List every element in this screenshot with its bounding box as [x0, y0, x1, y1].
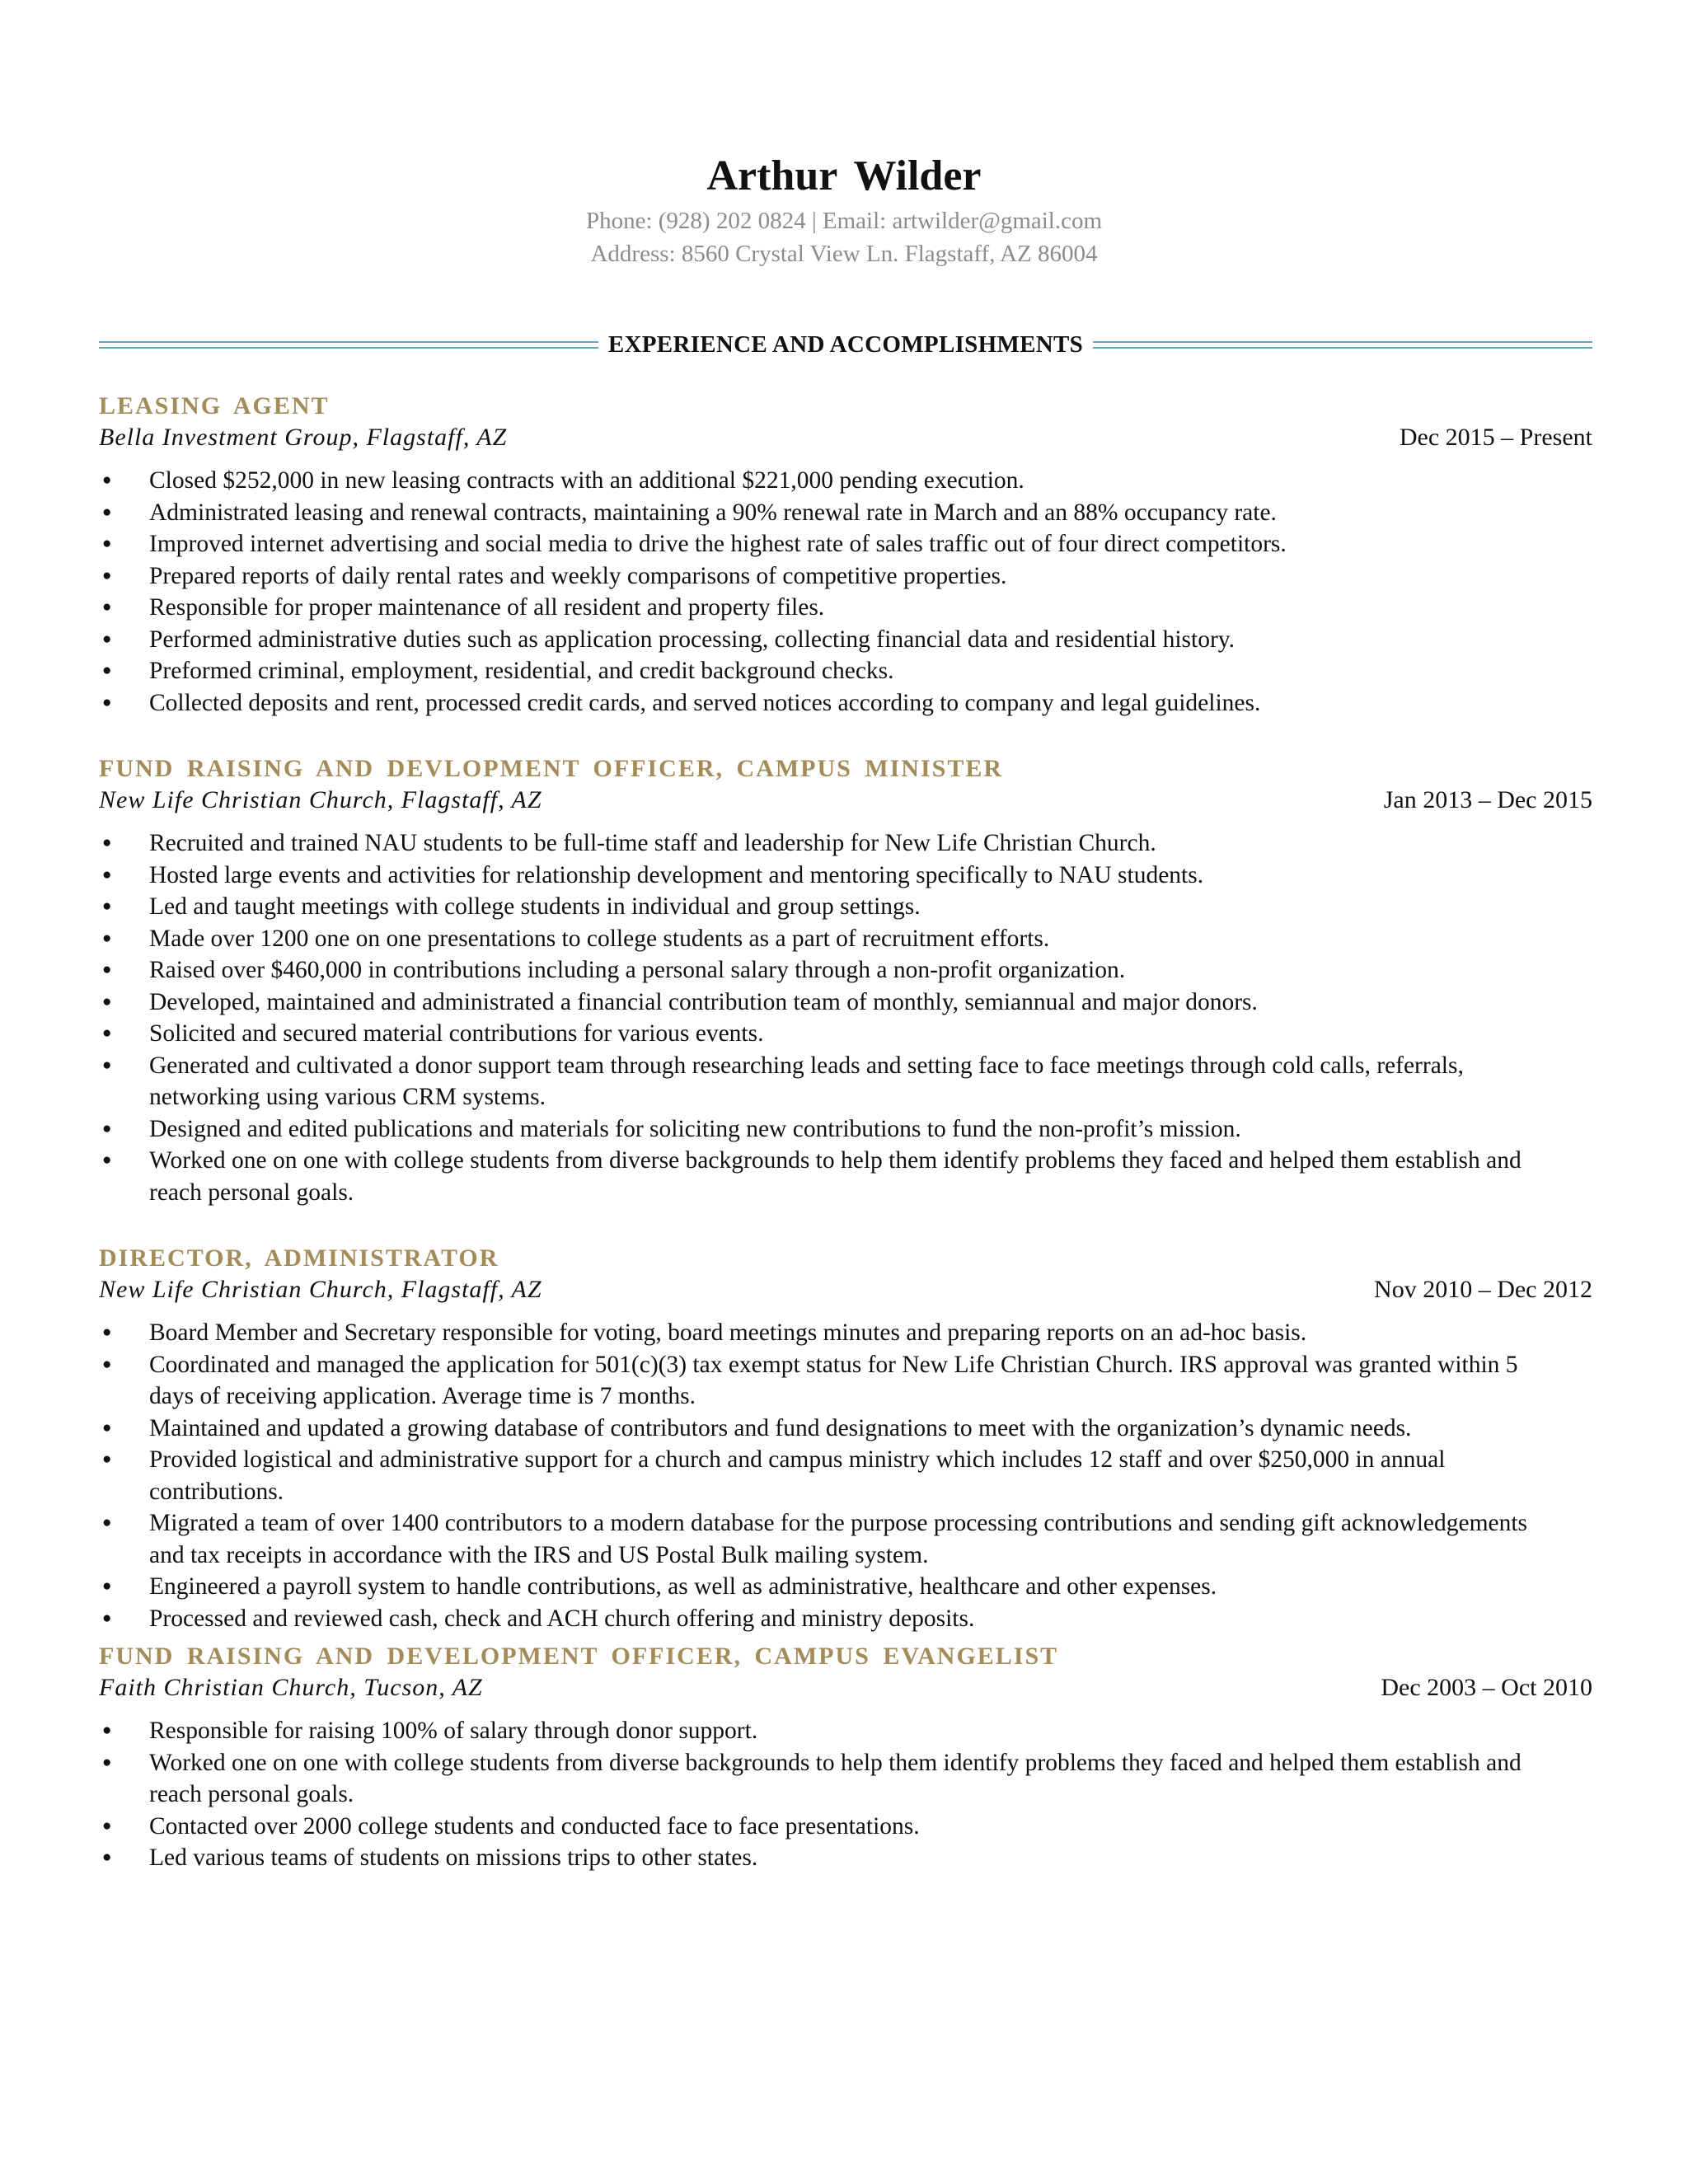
job-dates: Dec 2015 – Present	[1399, 424, 1592, 451]
bullet-item: ● Worked one on one with college students from diverse backgrounds to help them identify problems they faced and helped them establish and reach personal goals.	[99, 1747, 1550, 1811]
job-title: FUND RAISING AND DEVELOPMENT OFFICER, CAMPUS EVANGELIST	[99, 1643, 1059, 1670]
job-dates: Jan 2013 – Dec 2015	[1383, 786, 1592, 813]
job-entry	[99, 753, 1592, 1208]
bullet-item: ● Improved internet advertising and social media to drive the highest rate of sales traffic out of four direct competitors.	[99, 528, 1550, 560]
section-title: EXPERIENCE AND ACCOMPLISHMENTS	[607, 330, 1084, 358]
resume-header	[0, 148, 1688, 270]
bullet-item: ● Responsible for proper maintenance of all resident and property files.	[99, 592, 1550, 624]
job-bullets	[99, 465, 1592, 719]
job-meta	[99, 1672, 1592, 1704]
bullet-item: ● Responsible for raising 100% of salary through donor support.	[99, 1715, 1550, 1747]
bullet-item: ● Designed and edited publications and materials for soliciting new contributions to fund the non-profit’s mission.	[99, 1113, 1550, 1146]
bullet-item: ● Preformed criminal, employment, residential, and credit background checks.	[99, 655, 1550, 687]
job-entry	[99, 1641, 1592, 1874]
job-meta	[99, 785, 1592, 816]
bullet-item: ● Coordinated and managed the application for 501(c)(3) tax exempt status for New Life Christian Church. IRS approval was granted within 5 days of receiving application. Average time is 7 months.	[99, 1349, 1550, 1413]
bullet-item: ● Worked one on one with college students from diverse backgrounds to help them identify problems they faced and helped them establish and reach personal goals.	[99, 1145, 1550, 1208]
job-employer: Faith Christian Church, Tucson, AZ	[99, 1674, 483, 1701]
applicant-name: Arthur Wilder	[706, 152, 982, 199]
bullet-item: ● Prepared reports of daily rental rates and weekly comparisons of competitive properties.	[99, 560, 1550, 593]
bullet-item: ● Provided logistical and administrative support for a church and campus ministry which includes 12 staff and over $250,000 in annual contributions.	[99, 1444, 1550, 1507]
bullet-item: ● Led and taught meetings with college students in individual and group settings.	[99, 891, 1550, 923]
bullet-item: ● Developed, maintained and administrated a financial contribution team of monthly, semiannual and major donors.	[99, 987, 1550, 1019]
bullet-item: ● Processed and reviewed cash, check and ACH church offering and ministry deposits.	[99, 1603, 1550, 1635]
section-rule-right	[1093, 341, 1592, 349]
job-title: FUND RAISING AND DEVLOPMENT OFFICER, CAMPUS MINISTER	[99, 755, 1004, 782]
job-bullets	[99, 1715, 1592, 1874]
bullet-item: ● Maintained and updated a growing database of contributors and fund designations to meet with the organization’s dynamic needs.	[99, 1413, 1550, 1445]
job-entry	[99, 391, 1592, 719]
bullet-item: ● Collected deposits and rent, processed credit cards, and served notices according to company and legal guidelines.	[99, 687, 1550, 719]
job-title: LEASING AGENT	[99, 392, 330, 419]
job-employer: New Life Christian Church, Flagstaff, AZ	[99, 786, 542, 813]
bullet-item: ● Solicited and secured material contributions for various events.	[99, 1018, 1550, 1050]
job-dates: Nov 2010 – Dec 2012	[1374, 1276, 1592, 1303]
job-bullets	[99, 1317, 1592, 1634]
contact-address: Address: 8560 Crystal View Ln. Flagstaff, AZ 86004	[590, 241, 1098, 267]
job-entry	[99, 1243, 1592, 1634]
job-dates: Dec 2003 – Oct 2010	[1381, 1674, 1592, 1701]
bullet-item: ● Board Member and Secretary responsible for voting, board meetings minutes and preparing reports on an ad-hoc basis.	[99, 1317, 1550, 1349]
bullet-item: ● Hosted large events and activities for relationship development and mentoring specifically to NAU students.	[99, 860, 1550, 892]
job-meta	[99, 1274, 1592, 1305]
experience-list	[99, 391, 1592, 1909]
bullet-item: ● Performed administrative duties such as application processing, collecting financial data and residential history.	[99, 624, 1550, 656]
bullet-item: ● Generated and cultivated a donor support team through researching leads and setting face to face meetings through cold calls, referrals, networking using various CRM systems.	[99, 1050, 1550, 1113]
bullet-item: ● Closed $252,000 in new leasing contracts with an additional $221,000 pending execution.	[99, 465, 1550, 497]
job-meta	[99, 422, 1592, 453]
bullet-item: ● Migrated a team of over 1400 contributors to a modern database for the purpose processing contributions and sending gift acknowledgements and tax receipts in accordance with the IRS and US Postal Bulk mailing system.	[99, 1507, 1550, 1571]
job-bullets	[99, 827, 1592, 1208]
bullet-item: ● Made over 1200 one on one presentations to college students as a part of recruitment efforts.	[99, 923, 1550, 955]
bullet-item: ● Contacted over 2000 college students and conducted face to face presentations.	[99, 1811, 1550, 1843]
job-title: DIRECTOR, ADMINISTRATOR	[99, 1244, 499, 1272]
bullet-item: ● Administrated leasing and renewal contracts, maintaining a 90% renewal rate in March and an 88% occupancy rate.	[99, 497, 1550, 529]
section-heading	[99, 328, 1592, 361]
job-employer: Bella Investment Group, Flagstaff, AZ	[99, 424, 508, 451]
bullet-item: ● Raised over $460,000 in contributions including a personal salary through a non-profit organization.	[99, 954, 1550, 987]
bullet-item: ● Led various teams of students on missions trips to other states.	[99, 1842, 1550, 1874]
section-rule-left	[99, 341, 598, 349]
bullet-item: ● Engineered a payroll system to handle contributions, as well as administrative, healthcare and other expenses.	[99, 1571, 1550, 1603]
bullet-item: ● Recruited and trained NAU students to be full-time staff and leadership for New Life Christian Church.	[99, 827, 1550, 860]
contact-phone-email: Phone: (928) 202 0824 | Email: artwilder@gmail.com	[585, 208, 1103, 234]
job-employer: New Life Christian Church, Flagstaff, AZ	[99, 1276, 542, 1303]
